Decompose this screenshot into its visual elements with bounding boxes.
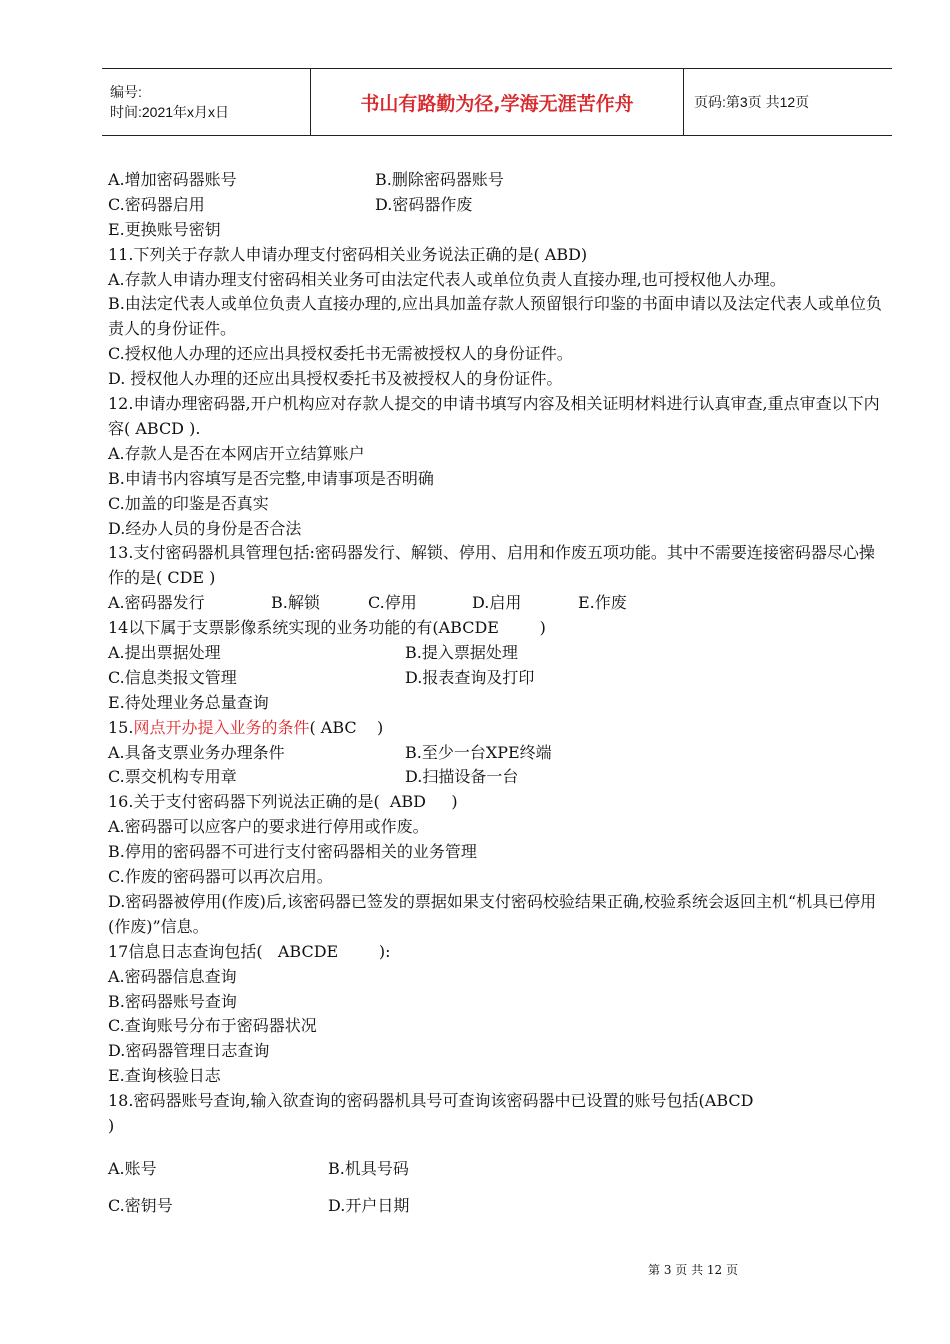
q17-option-e: E.查询核验日志 [108,1066,221,1086]
q13-options-row [108,591,888,616]
q13-option-a: A.密码器发行 [108,593,205,613]
page-header [102,68,892,136]
q10-option-a: A.增加密码器账号 [108,170,237,189]
q14-option-b: B.提入票据处理 [405,643,518,663]
q15-number: 15. [108,717,134,737]
q12-question: 12.申请办理密码器,开户机构应对存款人提交的申请书填写内容及相关证明材料进行认真审查,重点审查以下内容( ABCD ). [108,394,880,438]
q11-option-a: A.存款人申请办理支付密码相关业务可由法定代表人或单位负责人直接办理,也可授权他人办理。 [108,269,786,289]
q12-option-a: A.存款人是否在本网店开立结算账户 [108,443,365,463]
q10-options-row-2 [108,193,888,218]
q18-options-row-2 [108,1188,888,1225]
q15-options-row-1 [108,741,888,766]
q13-option-c: C.停用 [368,593,417,613]
q18-option-d: D.开户日期 [328,1195,410,1215]
q14-options-row-1 [108,641,888,666]
header-page-label: 页码:第3页 共12页 [694,94,810,110]
q10-option-d: D.密码器作废 [375,194,473,214]
q16-option-d: D.密码器被停用(作废)后,该密码器已签发的票据如果支付密码校验结果正确,校验系统会返回主机“机具已停用(作废)”信息。 [108,891,877,936]
q12-option-c: C.加盖的印鉴是否真实 [108,493,269,513]
q11-question: 11.下列关于存款人申请办理支付密码相关业务说法正确的是( ABD) [108,244,588,264]
q16-option-b: B.停用的密码器不可进行支付密码器相关的业务管理 [108,842,477,862]
q14-options-row-2 [108,666,888,691]
page-footer [0,1247,950,1275]
q14-option-a: A.提出票据处理 [108,643,221,663]
q10-options-row-1 [108,168,888,193]
q18-option-a: A.账号 [108,1158,157,1178]
q10-option-c: C.密码器启用 [108,194,205,214]
q18-question-line-2: ) [108,1115,115,1135]
q11-option-b: B.由法定代表人或单位负责人直接办理的,应出具加盖存款人预留银行印鉴的书面申请以及法定代表人或单位负责人的身份证件。 [108,294,882,339]
spacer [108,1139,888,1151]
q17-option-a: A.密码器信息查询 [108,966,237,986]
header-motto: 书山有路勤为径,学海无涯苦作舟 [310,69,684,135]
q15-option-c: C.票交机构专用章 [108,767,237,787]
q17-question: 17信息日志查询包括( ABCDE ): [108,941,391,961]
q15-question-red: 网点开办提入业务的条件 [133,717,310,737]
header-number-label: 编号: [110,84,142,100]
q11-option-d: D. 授权他人办理的还应出具授权委托书及被授权人的身份证件。 [108,369,563,389]
q14-option-e: E.待处理业务总量查询 [108,692,269,712]
header-time-label: 时间:2021年x月x日 [110,104,230,120]
q14-question: 14以下属于支票影像系统实现的业务功能的有(ABCDE ) [108,618,546,638]
q15-option-b: B.至少一台XPE终端 [405,742,552,762]
q18-option-b: B.机具号码 [328,1158,409,1178]
q15-option-a: A.具备支票业务办理条件 [108,742,285,762]
q13-option-d: D.启用 [472,593,522,613]
q12-option-b: B.申请书内容填写是否完整,申请事项是否明确 [108,468,434,488]
q18-question-line-1: 18.密码器账号查询,输入欲查询的密码器机具号可查询该密码器中已设置的账号包括(ABCD [108,1091,754,1111]
q13-option-b: B.解锁 [271,593,320,613]
q15-answer: ( ABC ) [309,717,384,737]
footer-page-number: 第 3 页 共 12 页 [648,1263,738,1277]
document-body [108,168,888,1225]
q15-options-row-2 [108,765,888,790]
header-meta [102,69,310,135]
q14-option-d: D.报表查询及打印 [405,667,535,687]
q17-option-c: C.查询账号分布于密码器状况 [108,1016,317,1036]
q13-option-e: E.作废 [578,593,627,613]
q18-options-row-1 [108,1151,888,1188]
q10-option-e: E.更换账号密钥 [108,219,221,239]
q13-question: 13.支付密码器机具管理包括:密码器发行、解锁、停用、启用和作废五项功能。其中不需要连接密码器尽心操作的是( CDE ) [108,543,875,588]
q14-option-c: C.信息类报文管理 [108,667,237,687]
q18-option-c: C.密钥号 [108,1195,173,1215]
q16-question: 16.关于支付密码器下列说法正确的是( ABD ) [108,792,458,812]
q17-option-b: B.密码器账号查询 [108,991,237,1011]
q15-option-d: D.扫描设备一台 [405,767,519,787]
q15-question [108,716,888,741]
q16-option-c: C.作废的密码器可以再次启用。 [108,867,333,887]
q16-option-a: A.密码器可以应客户的要求进行停用或作废。 [108,817,429,837]
q17-option-d: D.密码器管理日志查询 [108,1041,270,1061]
q11-option-c: C.授权他人办理的还应出具授权委托书无需被授权人的身份证件。 [108,344,573,364]
q10-option-b: B.删除密码器账号 [375,170,504,189]
q12-option-d: D.经办人员的身份是否合法 [108,518,302,538]
